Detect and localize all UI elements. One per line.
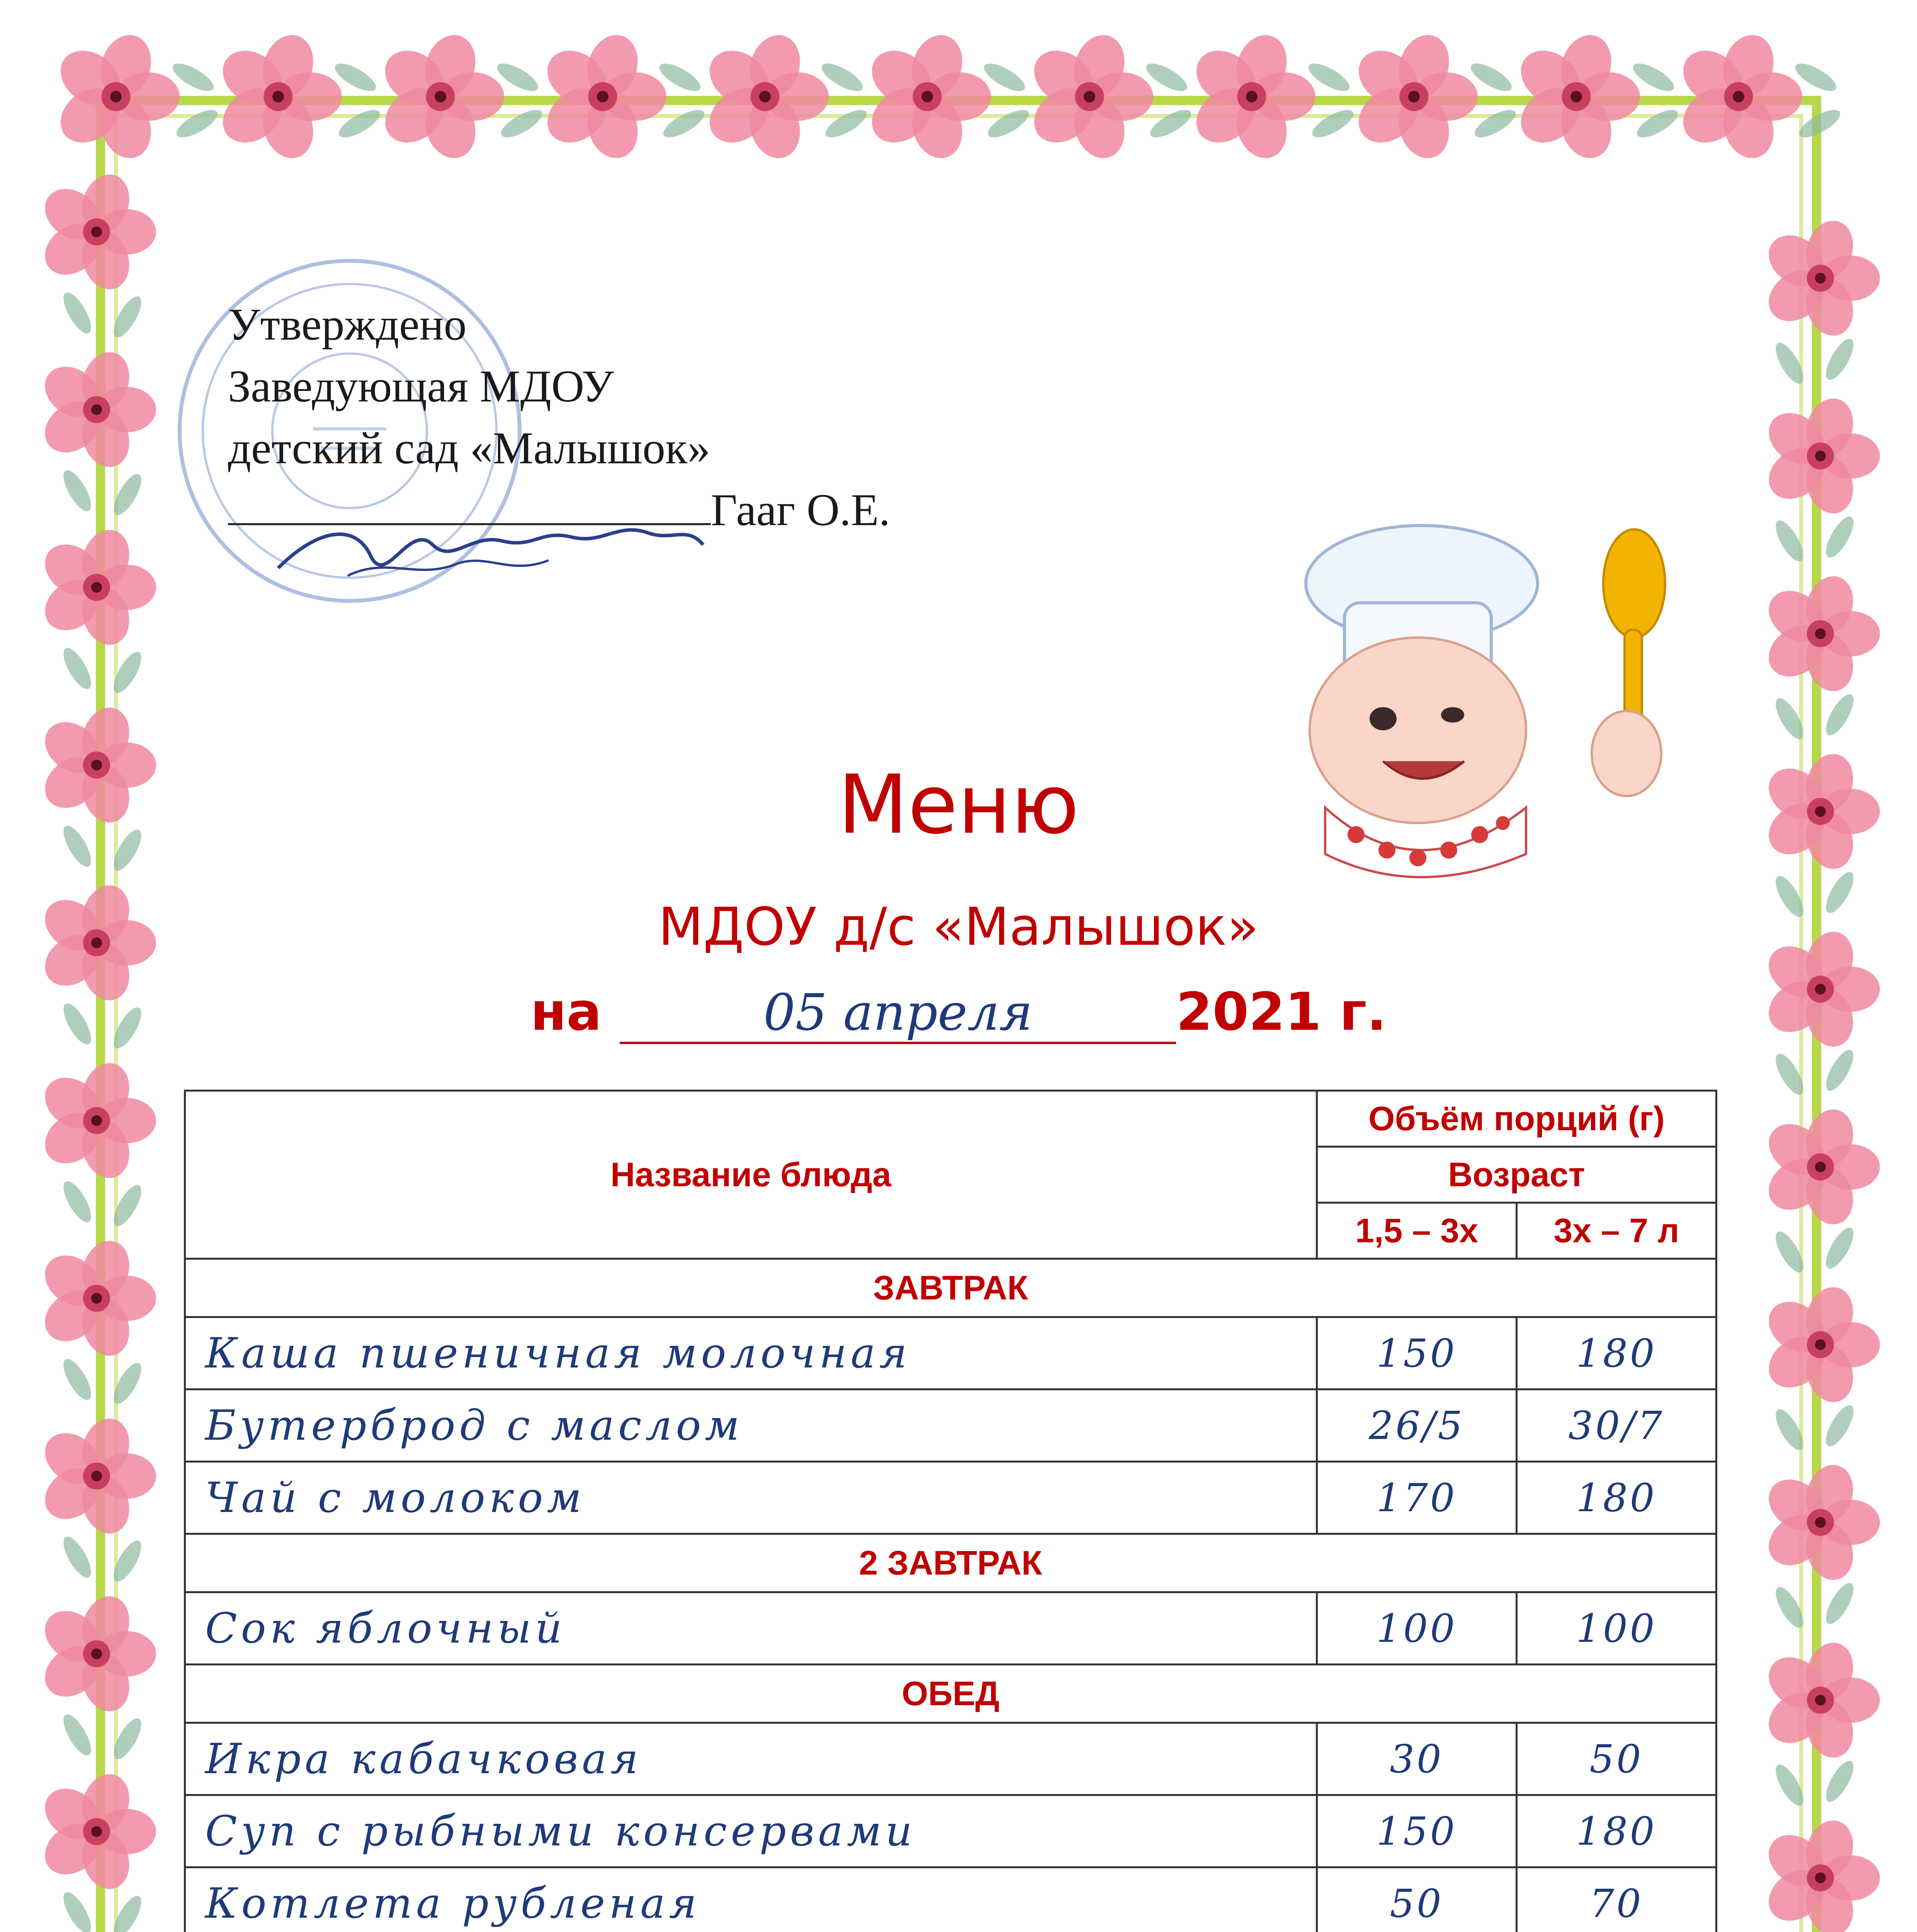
portion-age-2: 50 [1517, 1723, 1716, 1795]
age-header: Возраст [1317, 1147, 1716, 1203]
volume-header: Объём порций (г) [1317, 1091, 1716, 1147]
approval-org: детский сад «Малышок» [228, 423, 710, 473]
dish-name: Бутерброд с маслом [185, 1389, 1317, 1462]
table-row [185, 1795, 1716, 1867]
section-row [185, 1259, 1716, 1317]
portion-age-1: 150 [1317, 1317, 1517, 1389]
table-row [185, 1867, 1716, 1932]
date-value: 05 апреля [620, 983, 1176, 1044]
portion-age-1: 170 [1317, 1462, 1517, 1534]
approval-title: Утверждено [228, 299, 467, 350]
signature-icon [270, 498, 715, 599]
portion-age-1: 50 [1317, 1867, 1517, 1932]
portion-age-2: 180 [1517, 1462, 1716, 1534]
age-group-2-header: 3х – 7 л [1517, 1203, 1716, 1259]
portion-age-1: 100 [1317, 1592, 1517, 1665]
section-title: ЗАВТРАК [185, 1259, 1716, 1317]
dish-name: Икра кабачковая [185, 1723, 1317, 1795]
portion-age-2: 100 [1517, 1592, 1716, 1665]
section-title: 2 ЗАВТРАК [185, 1534, 1716, 1592]
date-suffix: 2021 г. [1176, 981, 1387, 1042]
approval-position: Заведующая МДОУ [228, 361, 614, 412]
dish-name: Чай с молоком [185, 1462, 1317, 1534]
date-prefix: на [530, 981, 602, 1042]
table-row [185, 1389, 1716, 1462]
portion-age-1: 26/5 [1317, 1389, 1517, 1462]
section-row [185, 1534, 1716, 1592]
dish-name: Сок яблочный [185, 1592, 1317, 1665]
table-row [185, 1462, 1716, 1534]
age-group-1-header: 1,5 – 3х [1317, 1203, 1517, 1259]
menu-table [184, 1090, 1717, 1932]
dish-name-header: Название блюда [185, 1091, 1317, 1259]
menu-date [0, 981, 1917, 1044]
section-row [185, 1665, 1716, 1723]
table-row [185, 1592, 1716, 1665]
portion-age-1: 150 [1317, 1795, 1517, 1867]
table-row [185, 1317, 1716, 1389]
page-title: Меню [838, 757, 1079, 852]
portion-age-2: 30/7 [1517, 1389, 1716, 1462]
portion-age-2: 180 [1517, 1317, 1716, 1389]
dish-name: Каша пшеничная молочная [185, 1317, 1317, 1389]
portion-age-2: 180 [1517, 1795, 1716, 1867]
dish-name: Суп с рыбными консервами [185, 1795, 1317, 1867]
approval-signer: Гааг О.Е. [711, 485, 891, 535]
section-title: ОБЕД [185, 1665, 1716, 1723]
portion-age-2: 70 [1517, 1867, 1716, 1932]
portion-age-1: 30 [1317, 1723, 1517, 1795]
organization-title: МДОУ д/с «Малышок» [658, 896, 1259, 957]
dish-name: Котлета рубленая [185, 1867, 1317, 1932]
table-row [185, 1723, 1716, 1795]
